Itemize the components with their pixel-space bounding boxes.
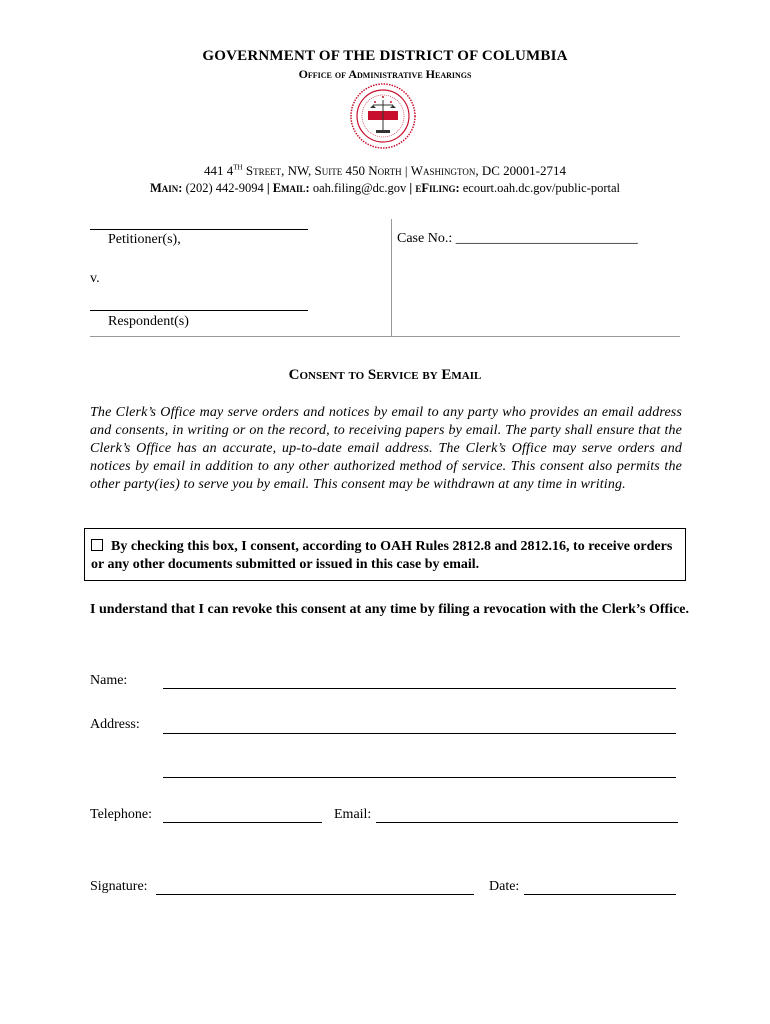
email-input-line[interactable] <box>376 822 678 823</box>
case-number-field[interactable] <box>397 231 638 247</box>
caption-bottom-rule <box>90 336 680 337</box>
consent-checkbox[interactable] <box>91 539 103 551</box>
form-title: Consent to Service by Email <box>288 367 482 383</box>
consent-text: By checking this box, I consent, according to OAH Rules 2812.8 and 2812.16, to receive orders or any other documents submitted or issued in this case by email. <box>91 539 673 572</box>
office-contacts: Main: (202) 442-9094 | Email: oah.filing@dc.gov | eFiling: ecourt.oah.dc.gov/public-portal <box>149 181 620 195</box>
caption-divider <box>391 219 392 337</box>
telephone-input-line[interactable] <box>163 822 322 823</box>
signature-input-line[interactable] <box>156 894 474 895</box>
office-address: 441 4TH Street, NW, Suite 450 North | Washington, DC 20001-2714 <box>204 163 566 178</box>
versus-label: v. <box>90 271 100 286</box>
address-label: Address: <box>90 717 140 732</box>
filing-email-link[interactable]: oah.filing@dc.gov <box>312 181 407 195</box>
address-input-line-1[interactable] <box>163 733 676 734</box>
date-input-line[interactable] <box>524 894 676 895</box>
oah-seal-icon <box>349 82 417 150</box>
date-label: Date: <box>489 879 520 894</box>
email-label: Email: <box>334 807 372 822</box>
agency-title: GOVERNMENT OF THE DISTRICT OF COLUMBIA <box>202 48 568 64</box>
respondent-label: Respondent(s) <box>108 314 189 329</box>
office-name: Office of Administrative Hearings <box>298 67 472 81</box>
petitioner-label: Petitioner(s), <box>108 232 181 247</box>
main-phone: (202) 442-9094 <box>185 181 264 195</box>
address-input-line-2[interactable] <box>163 777 676 778</box>
telephone-label: Telephone: <box>90 807 152 822</box>
case-number-label: Case No.: <box>397 231 453 246</box>
revocation-statement: I understand that I can revoke this consent at any time by filing a revocation with the Clerk’s Office. <box>90 602 689 617</box>
name-label: Name: <box>90 673 128 688</box>
signature-label: Signature: <box>90 879 148 894</box>
petitioner-name-line[interactable] <box>90 229 308 230</box>
respondent-name-line[interactable] <box>90 310 308 311</box>
name-input-line[interactable] <box>163 688 676 689</box>
consent-statement <box>91 538 679 574</box>
efiling-portal-link[interactable]: ecourt.oah.dc.gov/public-portal <box>462 181 620 195</box>
service-intro-paragraph: The Clerk’s Office may serve orders and notices by email to any party who provides an email address and consents, in writing or on the record, to receiving papers by email. The party shall ensure that the Clerk’s Office has an accurate, up-to-date email address. The Clerk’s Office may serve orders and notices by email in addition to any other authorized method of service. This consent also permits the other party(ies) to serve you by email. This consent may be withdrawn at any time in writing. <box>90 405 682 492</box>
case-number-blank[interactable]: __________________________ <box>455 231 638 246</box>
